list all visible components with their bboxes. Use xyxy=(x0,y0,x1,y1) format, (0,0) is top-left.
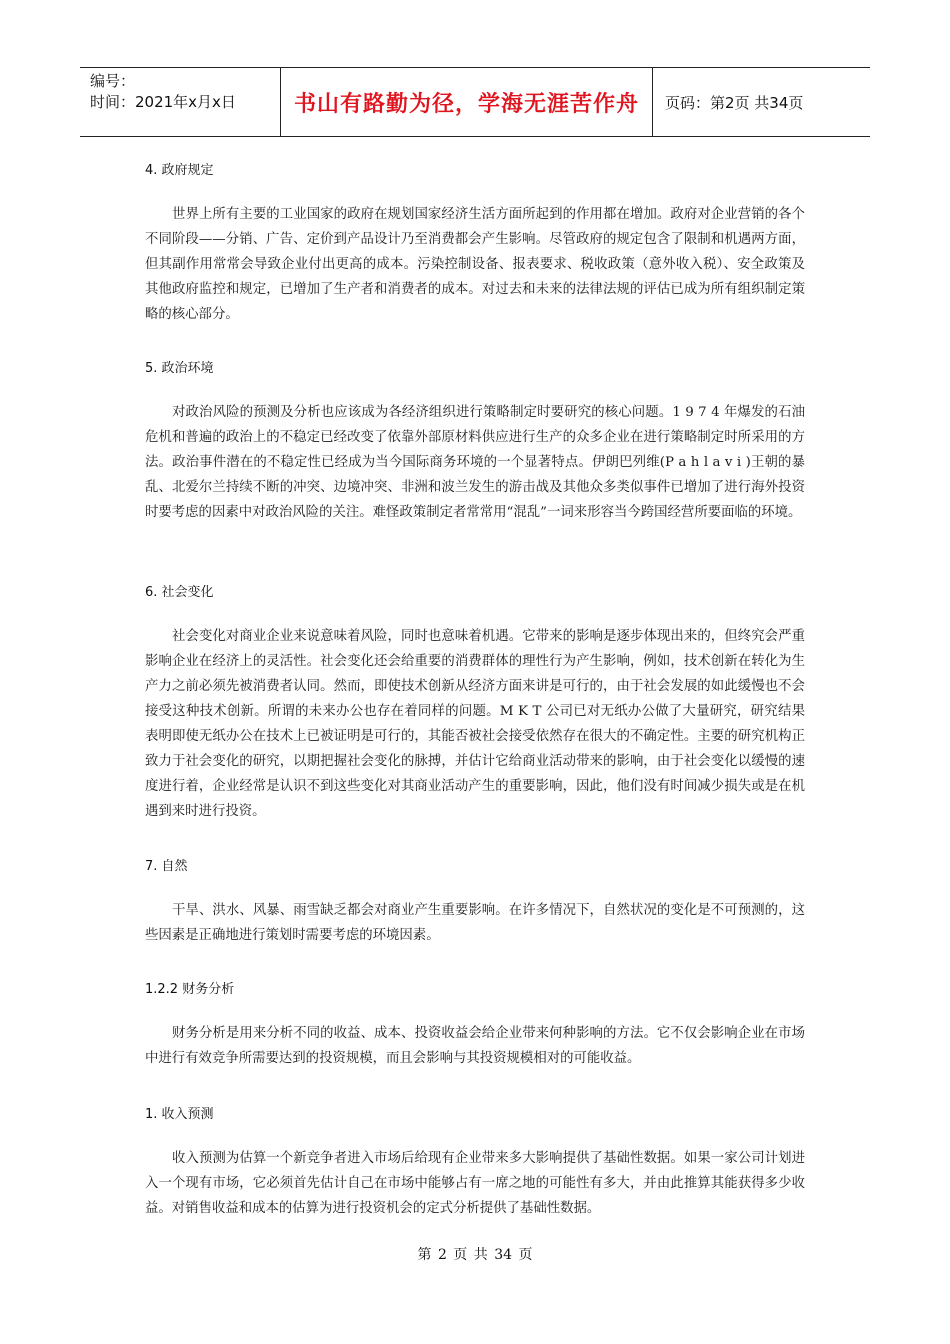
section-social-change xyxy=(145,583,805,824)
header-page-info: 页码：第2页 共34页 xyxy=(665,93,804,112)
section-nature xyxy=(145,857,805,948)
section-paragraph: 社会变化对商业企业来说意味着风险，同时也意味着机遇。它带来的影响是逐步体现出来的，但终究会严重影响企业在经济上的灵活性。社会变化还会给重要的消费群体的理性行为产生影响，例如，技术创新在转化为生产力之前必须先被消费者认同。然而，即使技术创新从经济方面来讲是可行的，由于社会发展的如此缓慢也不会接受这种技术创新。所谓的未来办公也存在着同样的问题。M K T 公司已对无纸办公做了大量研究，研究结果表明即使无纸办公在技术上已被证明是可行的，其能否被社会接受依然存在很大的不确定性。主要的研究机构正致力于社会变化的研究，以期把握社会变化的脉搏，并估计它给商业活动带来的影响，由于社会变化以缓慢的速度进行着，企业经常是认识不到这些变化对其商业活动产生的重要影响，因此，他们没有时间减少损失或是在机遇到来时进行投资。 xyxy=(145,629,805,819)
page-footer: 第 2 页 共 34 页 xyxy=(417,1247,533,1263)
section-government-regulation xyxy=(145,161,805,327)
section-heading: 4. 政府规定 xyxy=(145,163,214,178)
section-heading: 1. 收入预测 xyxy=(145,1107,214,1122)
section-heading: 6. 社会变化 xyxy=(145,585,214,600)
section-financial-analysis xyxy=(145,980,805,1071)
page-header xyxy=(80,67,870,137)
section-heading: 1.2.2 财务分析 xyxy=(145,982,235,997)
header-motto: 书山有路勤为径，学海无涯苦作舟 xyxy=(280,68,653,136)
section-heading: 7. 自然 xyxy=(145,859,188,874)
document-date: 时间：2021年x月x日 xyxy=(90,93,236,111)
section-paragraph: 世界上所有主要的工业国家的政府在规划国家经济生活方面所起到的作用都在增加。政府对企业营销的各个不同阶段——分销、广告、定价到产品设计乃至消费都会产生影响。尽管政府的规定包含了限制和机遇两方面，但其副作用常常会导致企业付出更高的成本。污染控制设备、报表要求、税收政策（意外收入税）、安全政策及其他政府监控和规定，已增加了生产者和消费者的成本。对过去和未来的法律法规的评估已成为所有组织制定策略的核心部分。 xyxy=(145,207,805,322)
section-paragraph: 收入预测为估算一个新竞争者进入市场后给现有企业带来多大影响提供了基础性数据。如果一家公司计划进入一个现有市场，它必须首先估计自己在市场中能够占有一席之地的可能性有多大，并由此推算其能获得多少收益。对销售收益和成本的估算为进行投资机会的定式分析提供了基础性数据。 xyxy=(145,1151,805,1216)
section-revenue-forecast xyxy=(145,1105,805,1221)
document-number-label: 编号： xyxy=(90,72,136,90)
section-political-environment xyxy=(145,359,805,525)
section-paragraph: 财务分析是用来分析不同的收益、成本、投资收益会给企业带来何种影响的方法。它不仅会影响企业在市场中进行有效竞争所需要达到的投资规模，而且会影响与其投资规模相对的可能收益。 xyxy=(145,1026,805,1066)
header-meta xyxy=(80,68,280,136)
section-paragraph: 干旱、洪水、风暴、雨雪缺乏都会对商业产生重要影响。在许多情况下，自然状况的变化是不可预测的，这些因素是正确地进行策划时需要考虑的环境因素。 xyxy=(145,903,805,943)
section-paragraph: 对政治风险的预测及分析也应该成为各经济组织进行策略制定时要研究的核心问题。1 9 7 4 年爆发的石油危机和普遍的政治上的不稳定已经改变了依靠外部原材料供应进行生产的众多企业在进行策略制定时所采用的方法。政治事件潜在的不稳定性已经成为当今国际商务环境的一个显著特点。伊朗巴列维(P a h l a v i )王朝的暴乱、北爱尔兰持续不断的冲突、边境冲突、非洲和波兰发生的游击战及其他众多类似事件已增加了进行海外投资时要考虑的因素中对政治风险的关注。难怪政策制定者常常用“混乱”一词来形容当今跨国经营所要面临的环境。 xyxy=(145,405,805,520)
section-heading: 5. 政治环境 xyxy=(145,361,214,376)
